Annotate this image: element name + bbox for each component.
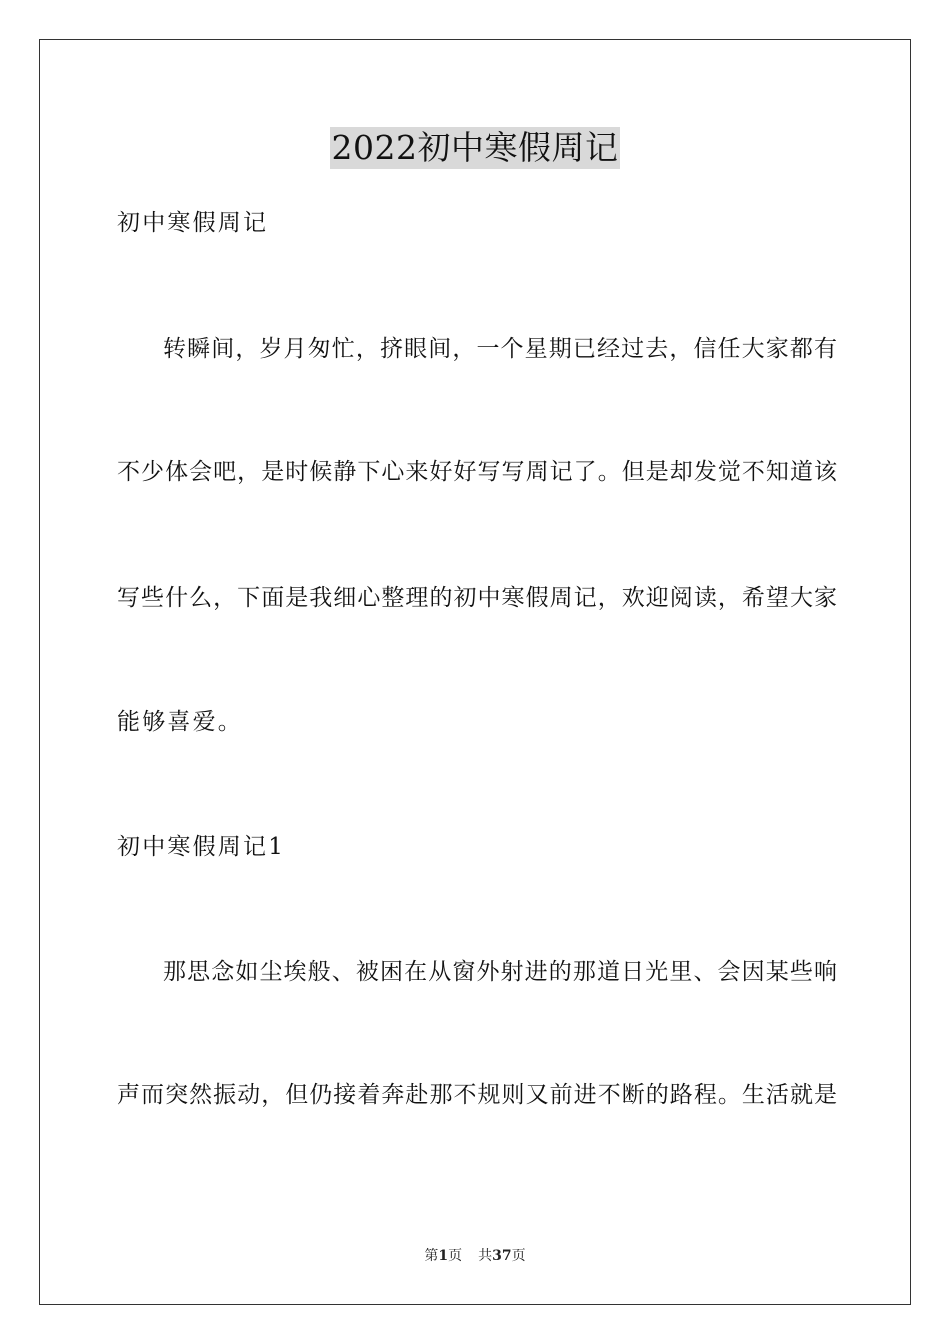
title-container — [0, 127, 950, 169]
footer-total-prefix: 共 — [478, 1248, 493, 1264]
paragraph-line: 能够喜爱。 — [117, 709, 243, 735]
paragraph-line: 写些什么，下面是我细心整理的初中寒假周记，欢迎阅读，希望大家 — [117, 585, 837, 611]
paragraph-line: 转瞬间，岁月匆忙，挤眼间，一个星期已经过去，信任大家都有 — [163, 336, 837, 362]
document-subtitle: 初中寒假周记 — [117, 210, 269, 236]
section-heading: 初中寒假周记1 — [117, 834, 286, 860]
footer-total-suffix: 页 — [511, 1248, 526, 1264]
footer-page-suffix: 页 — [448, 1248, 463, 1264]
document-title: 2022初中寒假周记 — [331, 128, 619, 167]
page-footer — [0, 1247, 950, 1265]
footer-page-prefix: 第 — [424, 1248, 439, 1264]
footer-page-current: 1 — [438, 1248, 449, 1264]
paragraph-line: 声而突然振动，但仍接着奔赴那不规则又前进不断的路程。生活就是 — [117, 1082, 837, 1108]
paragraph-line: 不少体会吧，是时候静下心来好好写写周记了。但是却发觉不知道该 — [117, 459, 837, 485]
paragraph-line: 那思念如尘埃般、被困在从窗外射进的那道日光里、会因某些响 — [163, 959, 837, 985]
footer-page-total: 37 — [492, 1248, 512, 1264]
